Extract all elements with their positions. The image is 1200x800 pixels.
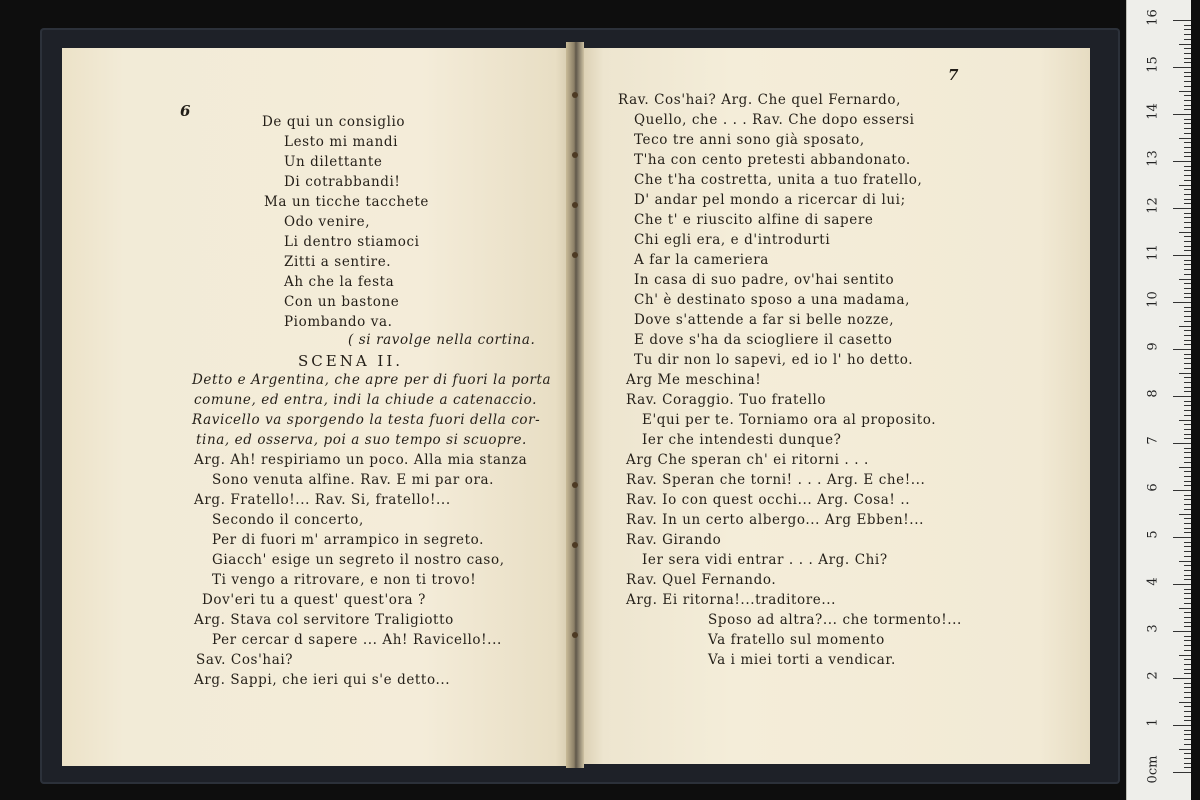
text-line: Ma un ticche tacchete (264, 194, 429, 210)
ruler-tick (1184, 457, 1191, 458)
ruler-tick (1184, 640, 1191, 641)
ruler-tick (1184, 109, 1191, 110)
text-line: Li dentro stiamoci (284, 234, 420, 250)
ruler-tick (1179, 185, 1191, 186)
text-line: tina, ed osserva, poi a suo tempo si scuopre. (196, 432, 527, 448)
ruler-tick (1184, 556, 1191, 557)
stitch-hole (572, 152, 578, 158)
ruler-tick (1184, 335, 1191, 336)
text-line: Rav. Coraggio. Tuo fratello (626, 392, 827, 408)
text-line: Giacch' esige un segreto il nostro caso, (212, 552, 505, 568)
stitch-hole (572, 482, 578, 488)
ruler-tick (1184, 744, 1191, 745)
ruler-tick (1179, 373, 1191, 374)
ruler-tick (1184, 617, 1191, 618)
ruler-tick (1184, 603, 1191, 604)
ruler-tick (1173, 443, 1191, 444)
ruler-tick (1179, 467, 1191, 468)
ruler-tick (1179, 44, 1191, 45)
text-line: Arg. Sappi, che ieri qui s'e detto... (194, 672, 451, 688)
text-line: Arg Me meschina! (626, 372, 762, 388)
ruler-tick (1184, 128, 1191, 129)
text-line: Per di fuori m' arrampico in segreto. (212, 532, 485, 548)
text-line: Va i miei torti a vendicar. (708, 652, 896, 668)
ruler-tick (1179, 420, 1191, 421)
ruler-tick (1184, 424, 1191, 425)
ruler-tick (1184, 495, 1191, 496)
ruler-tick (1184, 438, 1191, 439)
ruler-tick (1179, 326, 1191, 327)
ruler-tick (1184, 720, 1191, 721)
text-line: Piombando va. (284, 314, 393, 330)
text-line: Secondo il concerto, (212, 512, 364, 528)
ruler-tick (1184, 391, 1191, 392)
stitch-hole (572, 252, 578, 258)
text-line: Ch' è destinato sposo a una madama, (634, 292, 910, 308)
ruler-tick (1184, 175, 1191, 176)
ruler-tick (1184, 354, 1191, 355)
ruler-tick (1173, 490, 1191, 491)
book-gutter (566, 42, 584, 768)
ruler-tick (1184, 189, 1191, 190)
ruler-tick (1184, 170, 1191, 171)
ruler-tick (1179, 702, 1191, 703)
ruler-tick (1173, 725, 1191, 726)
ruler-tick (1184, 697, 1191, 698)
ruler-tick (1184, 156, 1191, 157)
ruler-label: 0cm (1145, 755, 1161, 784)
ruler-label: 3 (1145, 624, 1161, 633)
text-line: Ah che la festa (284, 274, 395, 290)
ruler-tick (1184, 405, 1191, 406)
text-line: Zitti a sentire. (284, 254, 392, 270)
ruler-label: 11 (1145, 244, 1161, 261)
text-line: Lesto mi mandi (284, 134, 399, 150)
ruler-tick (1184, 39, 1191, 40)
ruler-label: 2 (1145, 671, 1161, 680)
text-line: Ti vengo a ritrovare, e non ti trovo! (212, 572, 477, 588)
text-line: Dove s'attende a far si belle nozze, (634, 312, 895, 328)
ruler-tick (1184, 476, 1191, 477)
ruler-tick (1179, 91, 1191, 92)
ruler-tick (1184, 217, 1191, 218)
ruler-tick (1184, 415, 1191, 416)
ruler-tick (1184, 499, 1191, 500)
ruler-tick (1184, 683, 1191, 684)
ruler-tick (1184, 626, 1191, 627)
ruler-tick (1184, 410, 1191, 411)
ruler-tick (1184, 316, 1191, 317)
stitch-hole (572, 542, 578, 548)
ruler-tick (1184, 311, 1191, 312)
ruler-tick (1173, 631, 1191, 632)
ruler-tick (1184, 25, 1191, 26)
text-line: Dov'eri tu a quest' quest'ora ? (202, 592, 426, 608)
ruler-label: 8 (1145, 389, 1161, 398)
text-line: Va fratello sul momento (708, 632, 885, 648)
ruler-label: 4 (1145, 577, 1161, 586)
ruler-tick (1179, 232, 1191, 233)
ruler-tick (1184, 758, 1191, 759)
text-line: E'qui per te. Torniamo ora al proposito. (642, 412, 937, 428)
ruler-label: 5 (1145, 530, 1161, 539)
ruler-tick (1184, 53, 1191, 54)
ruler-label: 1 (1145, 718, 1161, 727)
text-line: Detto e Argentina, che apre per di fuori la porta (192, 372, 552, 388)
ruler-tick (1184, 471, 1191, 472)
stitch-hole (572, 92, 578, 98)
ruler-tick (1173, 396, 1191, 397)
text-line: Tu dir non lo sapevi, ed io l' ho detto. (634, 352, 914, 368)
ruler-tick (1184, 598, 1191, 599)
ruler-tick (1184, 523, 1191, 524)
ruler-tick (1184, 429, 1191, 430)
ruler-tick (1179, 561, 1191, 562)
ruler-tick (1184, 246, 1191, 247)
ruler-tick (1184, 730, 1191, 731)
ruler-tick (1173, 302, 1191, 303)
ruler-tick (1184, 119, 1191, 120)
ruler-tick (1184, 669, 1191, 670)
ruler-tick (1184, 532, 1191, 533)
scene-heading: SCENA II. (298, 352, 404, 370)
ruler-tick (1184, 250, 1191, 251)
ruler-tick (1184, 579, 1191, 580)
ruler-tick (1184, 105, 1191, 106)
ruler-tick (1184, 570, 1191, 571)
ruler-tick (1184, 739, 1191, 740)
ruler-tick (1184, 58, 1191, 59)
ruler-tick (1184, 283, 1191, 284)
ruler-label: 14 (1145, 103, 1161, 120)
ruler-label: 10 (1145, 291, 1161, 308)
ruler-tick (1184, 711, 1191, 712)
ruler-tick (1173, 584, 1191, 585)
text-line: ( si ravolge nella cortina. (348, 332, 536, 348)
ruler-tick (1184, 645, 1191, 646)
ruler-tick (1184, 401, 1191, 402)
text-line: Con un bastone (284, 294, 400, 310)
text-line: Per cercar d sapere ... Ah! Ravicello!... (212, 632, 502, 648)
ruler-tick (1184, 29, 1191, 30)
ruler-label: 6 (1145, 483, 1161, 492)
ruler-tick (1184, 462, 1191, 463)
ruler-tick (1179, 655, 1191, 656)
ruler-tick (1184, 203, 1191, 204)
ruler-tick (1184, 481, 1191, 482)
ruler-tick (1184, 753, 1191, 754)
ruler-tick (1184, 716, 1191, 717)
text-line: Arg Che speran ch' ei ritorni . . . (626, 452, 869, 468)
ruler-tick (1184, 260, 1191, 261)
ruler-tick (1184, 142, 1191, 143)
ruler-tick (1184, 48, 1191, 49)
text-line: Che t' e riuscito alfine di sapere (634, 212, 874, 228)
ruler-tick (1184, 377, 1191, 378)
ruler-tick (1184, 321, 1191, 322)
ruler-tick (1184, 546, 1191, 547)
ruler-tick (1184, 194, 1191, 195)
ruler-tick (1179, 749, 1191, 750)
ruler-label: 9 (1145, 342, 1161, 351)
ruler-tick (1179, 608, 1191, 609)
ruler-tick (1184, 551, 1191, 552)
text-line: Arg. Fratello!... Rav. Si, fratello!... (194, 492, 451, 508)
ruler-tick (1184, 180, 1191, 181)
ruler-tick (1173, 772, 1191, 773)
text-line: Rav. Quel Fernando. (626, 572, 777, 588)
text-line: Quello, che . . . Rav. Che dopo essersi (634, 112, 915, 128)
ruler-tick (1184, 264, 1191, 265)
ruler-tick (1184, 565, 1191, 566)
ruler-tick (1184, 452, 1191, 453)
ruler-tick (1184, 307, 1191, 308)
ruler-tick (1184, 485, 1191, 486)
ruler-tick (1184, 636, 1191, 637)
text-line: De qui un consiglio (262, 114, 406, 130)
text-line: Odo venire, (284, 214, 371, 230)
ruler-tick (1184, 152, 1191, 153)
ruler-tick (1184, 575, 1191, 576)
ruler-tick (1184, 504, 1191, 505)
ruler-tick (1184, 100, 1191, 101)
text-line: Sono venuta alfine. Rav. E mi par ora. (212, 472, 495, 488)
ruler-tick (1173, 67, 1191, 68)
ruler-tick (1173, 349, 1191, 350)
ruler-tick (1173, 255, 1191, 256)
ruler-tick (1173, 114, 1191, 115)
ruler-label: 15 (1145, 56, 1161, 73)
ruler-tick (1184, 166, 1191, 167)
text-line: Rav. Speran che torni! . . . Arg. E che!... (626, 472, 926, 488)
text-line: Rav. In un certo albergo... Arg Ebben!... (626, 512, 924, 528)
text-line: E dove s'ha da sciogliere il casetto (634, 332, 893, 348)
text-line: Arg. Stava col servitore Traligiotto (194, 612, 454, 628)
text-line: A far la cameriera (634, 252, 769, 268)
ruler-tick (1184, 673, 1191, 674)
ruler-tick (1184, 297, 1191, 298)
ruler-tick (1173, 208, 1191, 209)
ruler-tick (1173, 537, 1191, 538)
ruler-tick (1184, 622, 1191, 623)
ruler-tick (1184, 687, 1191, 688)
ruler-label: 7 (1145, 436, 1161, 445)
ruler-tick (1184, 269, 1191, 270)
text-line: Un dilettante (284, 154, 383, 170)
text-line: Rav. Girando (626, 532, 722, 548)
text-line: Ravicello va sporgendo la testa fuori della cor- (192, 412, 541, 428)
right-page (578, 48, 1090, 764)
ruler-tick (1184, 62, 1191, 63)
ruler-tick (1184, 518, 1191, 519)
ruler-tick (1184, 86, 1191, 87)
ruler-tick (1184, 288, 1191, 289)
ruler-tick (1173, 678, 1191, 679)
ruler-tick (1184, 767, 1191, 768)
ruler-tick (1184, 199, 1191, 200)
ruler-tick (1184, 612, 1191, 613)
ruler-label: 12 (1145, 197, 1161, 214)
ruler-tick (1184, 293, 1191, 294)
ruler-tick (1179, 279, 1191, 280)
ruler-tick (1184, 95, 1191, 96)
ruler-tick (1184, 542, 1191, 543)
ruler-tick (1184, 528, 1191, 529)
ruler-tick (1184, 650, 1191, 651)
ruler-tick (1184, 763, 1191, 764)
ruler-tick (1184, 222, 1191, 223)
ruler-tick (1184, 34, 1191, 35)
ruler-tick (1184, 133, 1191, 134)
ruler-tick (1184, 363, 1191, 364)
ruler-tick (1184, 330, 1191, 331)
text-line: Ier che intendesti dunque? (642, 432, 842, 448)
text-line: In casa di suo padre, ov'hai sentito (634, 272, 895, 288)
ruler-tick (1184, 227, 1191, 228)
text-line: comune, ed entra, indi la chiude a catenaccio. (194, 392, 538, 408)
left-page-number: 6 (180, 102, 191, 120)
text-line: Arg. Ah! respiriamo un poco. Alla mia stanza (194, 452, 528, 468)
text-line: Chi egli era, e d'introdurti (634, 232, 831, 248)
ruler-tick (1184, 434, 1191, 435)
text-line: Rav. Cos'hai? Arg. Che quel Fernardo, (618, 92, 902, 108)
ruler-tick (1184, 358, 1191, 359)
text-line: T'ha con cento pretesti abbandonato. (634, 152, 911, 168)
ruler-tick (1184, 236, 1191, 237)
ruler-tick (1184, 692, 1191, 693)
text-line: Teco tre anni sono già sposato, (634, 132, 865, 148)
text-line: D' andar pel mondo a ricercar di lui; (634, 192, 906, 208)
ruler-tick (1173, 161, 1191, 162)
stitch-hole (572, 632, 578, 638)
measuring-ruler (1126, 0, 1191, 800)
text-line: Rav. Io con quest occhi... Arg. Cosa! .. (626, 492, 911, 508)
ruler-tick (1184, 387, 1191, 388)
ruler-tick (1184, 706, 1191, 707)
ruler-tick (1184, 81, 1191, 82)
ruler-tick (1179, 138, 1191, 139)
ruler-tick (1184, 659, 1191, 660)
ruler-tick (1184, 274, 1191, 275)
stitch-hole (572, 202, 578, 208)
ruler-label: 16 (1145, 9, 1161, 26)
ruler-tick (1184, 76, 1191, 77)
left-page (62, 48, 576, 766)
ruler-tick (1184, 213, 1191, 214)
ruler-tick (1179, 514, 1191, 515)
ruler-label: 13 (1145, 150, 1161, 167)
ruler-tick (1184, 509, 1191, 510)
ruler-tick (1184, 123, 1191, 124)
ruler-tick (1184, 589, 1191, 590)
ruler-tick (1184, 734, 1191, 735)
text-line: Sposo ad altra?... che tormento!... (708, 612, 962, 628)
ruler-tick (1184, 593, 1191, 594)
ruler-tick (1173, 20, 1191, 21)
ruler-tick (1184, 147, 1191, 148)
right-page-number: 7 (948, 66, 959, 84)
ruler-tick (1184, 382, 1191, 383)
text-line: Arg. Ei ritorna!...traditore... (626, 592, 837, 608)
text-line: Ier sera vidi entrar . . . Arg. Chi? (642, 552, 888, 568)
ruler-tick (1184, 664, 1191, 665)
text-line: Sav. Cos'hai? (196, 652, 294, 668)
ruler-tick (1184, 368, 1191, 369)
text-line: Che t'ha costretta, unita a tuo fratello, (634, 172, 923, 188)
ruler-tick (1184, 344, 1191, 345)
ruler-tick (1184, 72, 1191, 73)
ruler-tick (1184, 448, 1191, 449)
ruler-tick (1184, 340, 1191, 341)
ruler-tick (1184, 241, 1191, 242)
text-line: Di cotrabbandi! (284, 174, 401, 190)
